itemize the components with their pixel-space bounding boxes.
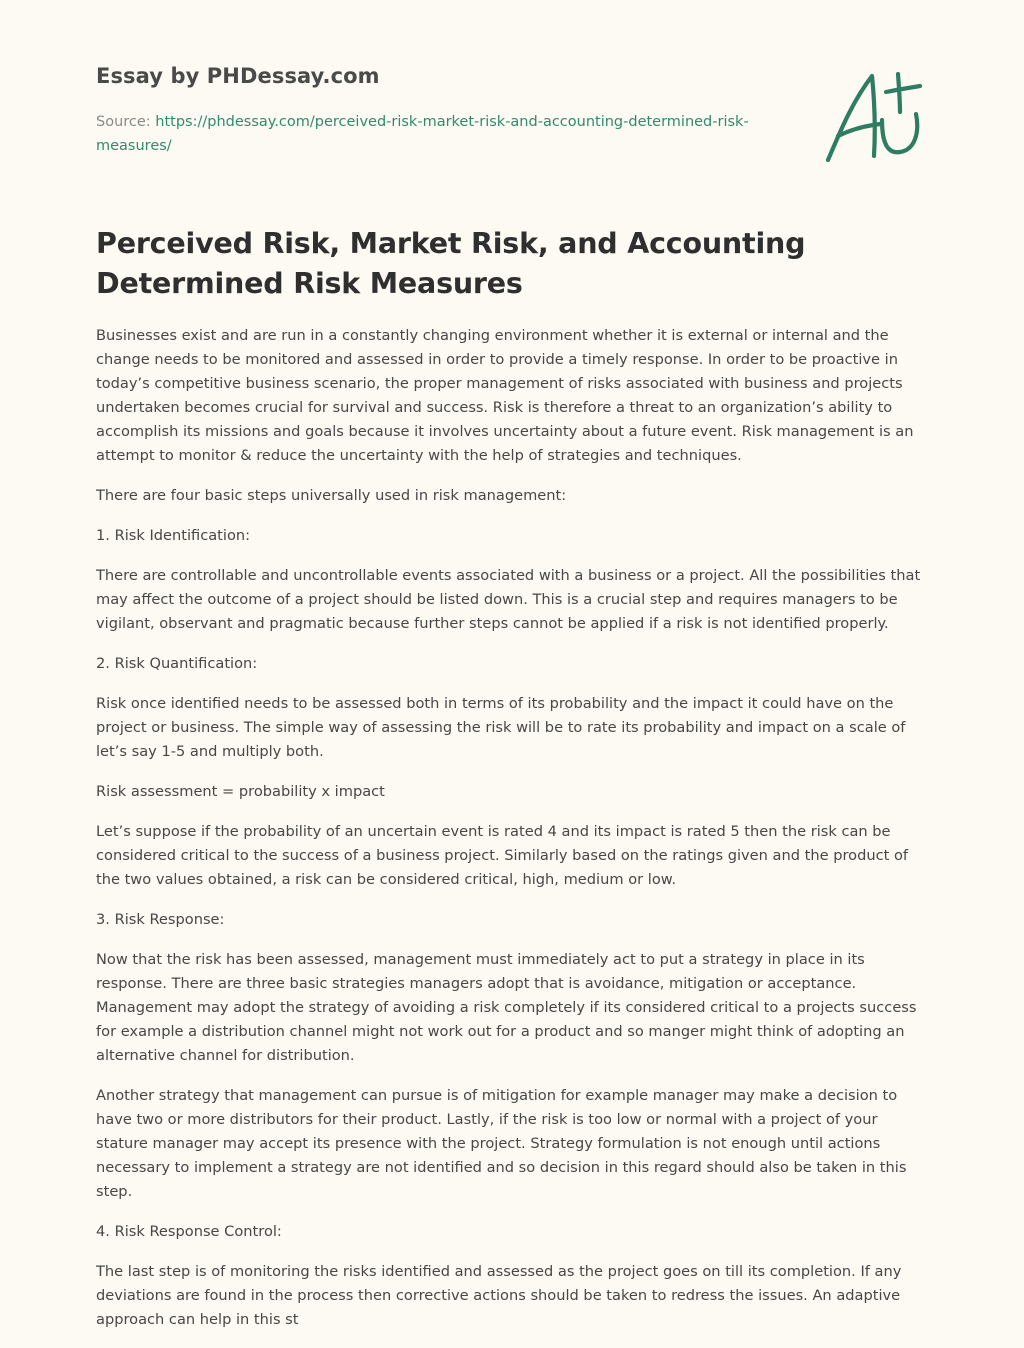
- paragraph: The last step is of monitoring the risks identified and assessed as the project goes on till its completion. If any deviations are found in the process then corrective actions should be taken to redress the issues. An adaptive approach can help in this st: [96, 1263, 902, 1328]
- source-label: Source:: [96, 114, 151, 130]
- paragraph: There are controllable and uncontrollable events associated with a business or a project. All the possibilities that may affect the outcome of a project should be listed down. This is a crucial step and requires managers to be vigilant, observant and pragmatic because further steps cannot be applied if a risk is not identified properly.: [96, 567, 921, 632]
- paragraph: There are four basic steps universally used in risk management:: [96, 487, 567, 504]
- paragraph: Another strategy that management can pursue is of mitigation for example manager may make a decision to have two or more distributors for their product. Lastly, if the risk is too low or normal with a project of your stature manager may accept its presence with the project. Strategy formulation is not enough until actions necessary to implement a strategy are not identified and so decision in this regard should also be taken in this step.: [96, 1087, 907, 1200]
- paragraph: Let’s suppose if the probability of an uncertain event is rated 4 and its impact is rated 5 then the risk can be considered critical to the success of a business project. Similarly based on the ratings given and the product of the two values obtained, a risk can be considered critical, high, medium or low.: [96, 823, 909, 888]
- paragraph: Businesses exist and are run in a constantly changing environment whether it is external or internal and the change needs to be monitored and assessed in order to provide a timely response. In order to be proactive in today’s competitive business scenario, the proper management of risks associated with business and projects undertaken becomes crucial for survival and success. Risk is therefore a threat to an organization’s ability to accomplish its missions and goals because it involves uncertainty about a future event. Risk management is an attempt to monitor & reduce the uncertainty with the help of strategies and techniques.: [96, 327, 914, 464]
- step-heading: 1. Risk Identification:: [96, 527, 251, 544]
- essay-body: [96, 324, 928, 1348]
- formula: Risk assessment = probability x impact: [96, 783, 385, 800]
- paragraph: Now that the risk has been assessed, management must immediately act to put a strategy in place in its response. There are three basic strategies managers adopt that is avoidance, mitigation or acceptance. Management may adopt the strategy of avoiding a risk completely if its considered critical to a projects success for example a distribution channel might not work out for a product and so manger might think of adopting an alternative channel for distribution.: [96, 951, 917, 1064]
- step-heading: 3. Risk Response:: [96, 911, 225, 928]
- step-heading: 4. Risk Response Control:: [96, 1223, 282, 1240]
- a-plus-logo-icon: [820, 66, 928, 166]
- essay-title: Perceived Risk, Market Risk, and Accounting Determined Risk Measures: [96, 227, 806, 300]
- source-link[interactable]: https://phdessay.com/perceived-risk-market-risk-and-accounting-determined-risk-measures/: [96, 114, 749, 154]
- paragraph: Risk once identified needs to be assessed both in terms of its probability and the impact it could have on the project or business. The simple way of assessing the risk will be to rate its probability and impact on a scale of let’s say 1-5 and multiply both.: [96, 695, 906, 760]
- step-heading: 2. Risk Quantification:: [96, 655, 258, 672]
- site-title: Essay by PHDessay.com: [96, 64, 380, 88]
- source-line: [96, 110, 756, 158]
